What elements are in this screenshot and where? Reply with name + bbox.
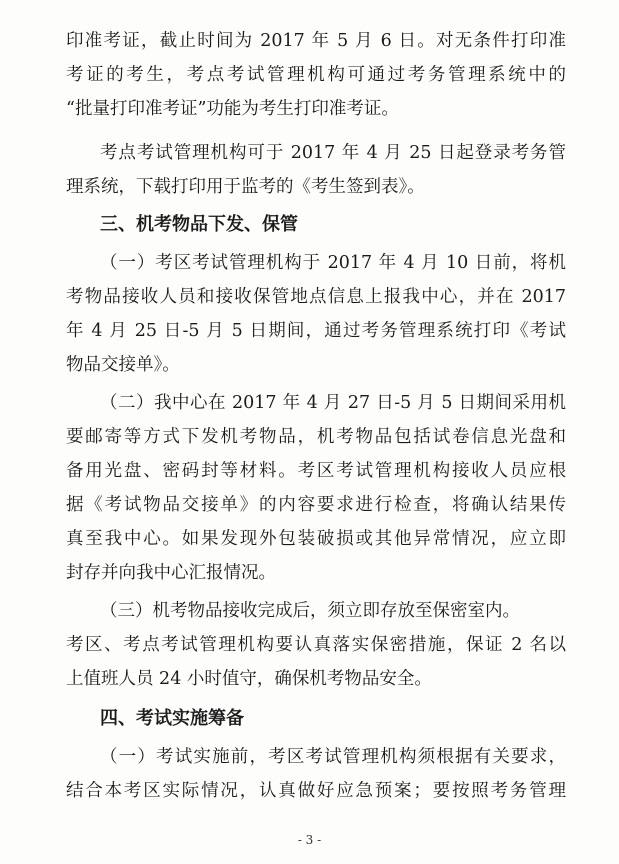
text-line: 考物品接收人员和接收保管地点信息上报我中心，并在 2017: [66, 287, 566, 307]
text-line: 要邮寄等方式下发机考物品，机考物品包括试卷信息光盘和: [66, 427, 566, 447]
text-line: 上值班人员 24 小时值守，确保机考物品安全。: [66, 669, 432, 689]
section-heading: 三、机考物品下发、保管: [100, 214, 298, 235]
text-line: （二）我中心在 2017 年 4 月 27 日-5 月 5 日期间采用机: [100, 393, 566, 413]
page-number: - 3 -: [297, 833, 322, 847]
text-line: 物品交接单》。: [66, 355, 180, 375]
text-line: 印准考证，截止时间为 2017 年 5 月 6 日。对无条件打印准: [66, 31, 566, 51]
section-heading: 四、考试实施筹备: [100, 708, 244, 729]
text-line: （一）考试实施前，考区考试管理机构须根据有关要求，: [100, 747, 566, 767]
text-line: 考证的考生，考点考试管理机构可通过考务管理系统中的: [66, 65, 566, 85]
text-line: 考区、考点考试管理机构要认真落实保密措施，保证 2 名以: [66, 635, 566, 655]
text-line: 真至我中心。如果发现外包装破损或其他异常情况，应立即: [66, 529, 566, 549]
text-line: “批量打印准考证”功能为考生打印准考证。: [66, 99, 399, 119]
text-line: 结合本考区实际情况，认真做好应急预案；要按照考务管理: [66, 781, 566, 801]
text-line: 据《考试物品交接单》的内容要求进行检查，将确认结果传: [66, 495, 566, 515]
text-line: 理系统，下载打印用于监考的《考生签到表》。: [66, 177, 425, 197]
text-line: 年 4 月 25 日-5 月 5 日期间，通过考务管理系统打印《考试: [66, 321, 566, 341]
text-line: 备用光盘、密码封等材料。考区考试管理机构接收人员应根: [66, 461, 566, 481]
text-line: 考点考试管理机构可于 2017 年 4 月 25 日起登录考务管: [100, 143, 566, 163]
text-line: （一）考区考试管理机构于 2017 年 4 月 10 日前，将机: [100, 253, 566, 273]
text-line: （三）机考物品接收完成后，须立即存放至保密室内。: [100, 601, 520, 621]
text-line: 封存并向我中心汇报情况。: [66, 563, 276, 583]
